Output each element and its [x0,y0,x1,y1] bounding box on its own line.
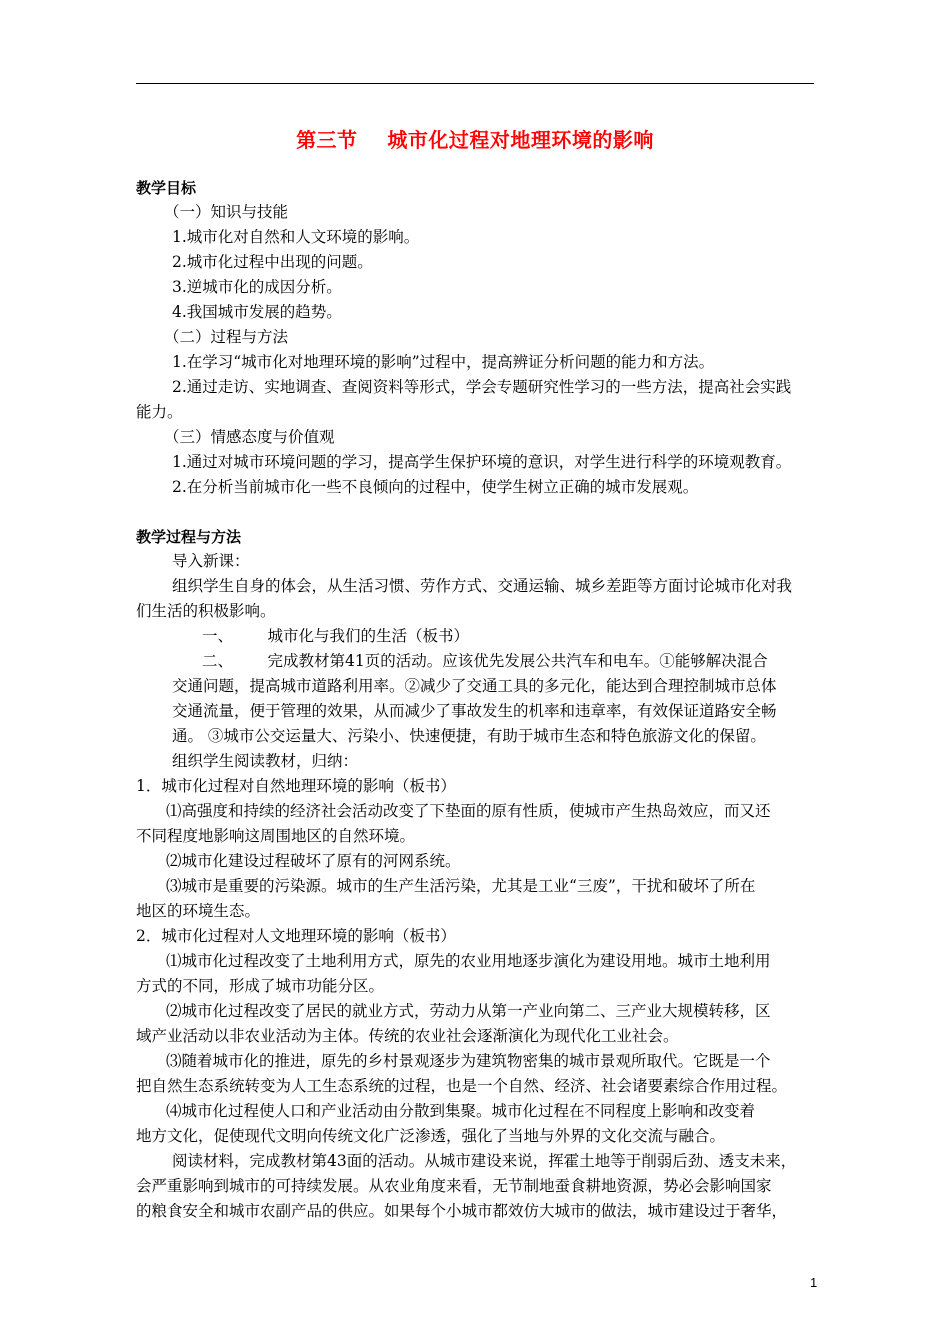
text-line: 方式的不同，形成了城市功能分区。 [136,977,385,995]
text-line: ⑶城市是重要的污染源。城市的生产生活污染，尤其是工业“三废”，干扰和破坏了所在 [166,877,756,895]
text-line: ⑷城市化过程使人口和产业活动由分散到集聚。城市化过程在不同程度上影响和改变着 [166,1102,756,1120]
text-line: 1.城市化对自然和人文环境的影响。 [172,228,420,246]
text-line: 的粮食安全和城市农副产品的供应。如果每个小城市都效仿大城市的做法，城市建设过于奢华， [136,1202,788,1220]
section-heading: 教学过程与方法 [136,528,242,546]
text-line: 组织学生自身的体会，从生活习惯、劳作方式、交通运输、城乡差距等方面讨论城市化对我 [172,577,793,595]
text-line: 交通问题，提高城市道路利用率。②减少了交通工具的多元化，能达到合理控制城市总体 [172,677,777,695]
text-line: 们生活的积极影响。 [136,602,276,620]
text-line: 4.我国城市发展的趋势。 [172,303,342,321]
text-line: 会严重影响到城市的可持续发展。从农业角度来看，无节制地蚕食耕地资源，势必会影响国家 [136,1177,772,1195]
text-line: （一）知识与技能 [164,203,289,221]
page-number: 1 [810,1275,818,1290]
text-line: 域产业活动以非农业活动为主体。传统的农业社会逐渐演化为现代化工业社会。 [136,1027,679,1045]
text-line: ⑵城市化建设过程破坏了原有的河网系统。 [166,852,461,870]
text-line: 1.通过对城市环境问题的学习，提高学生保护环境的意识，对学生进行科学的环境观教育。 [172,453,792,471]
text-line: 3.逆城市化的成因分析。 [172,278,342,296]
text-line: 2.城市化过程中出现的问题。 [172,253,373,271]
header-rule [136,83,814,84]
text-line: 1．城市化过程对自然地理环境的影响（板书） [136,777,456,795]
text-line: 地区的环境生态。 [136,902,261,920]
text-line: 二、 完成教材第41页的活动。应该优先发展公共汽车和电车。①能够解决混合 [202,652,768,670]
text-line: ⑴高强度和持续的经济社会活动改变了下垫面的原有性质，使城市产生热岛效应，而又还 [166,802,771,820]
text-line: 不同程度地影响这周围地区的自然环境。 [136,827,416,845]
text-line: 1.在学习“城市化对地理环境的影响”过程中，提高辨证分析问题的能力和方法。 [172,353,715,371]
section-heading: 教学目标 [136,179,197,197]
text-line: ⑶随着城市化的推进，原先的乡村景观逐步为建筑物密集的城市景观所取代。它既是一个 [166,1052,771,1070]
text-line: 能力。 [136,403,183,421]
text-line: 2．城市化过程对人文地理环境的影响（板书） [136,927,456,945]
text-line: （三）情感态度与价值观 [164,428,335,446]
text-line: 地方文化，促使现代文明向传统文化广泛渗透，强化了当地与外界的文化交流与融合。 [136,1127,726,1145]
text-line: （二）过程与方法 [164,328,289,346]
text-line: 交通流量，便于管理的效果，从而减少了事故发生的机率和违章率，有效保证道路安全畅 [172,702,777,720]
text-line: 把自然生态系统转变为人工生态系统的过程，也是一个自然、经济、社会诸要素综合作用过程。 [136,1077,788,1095]
text-line: 2.在分析当前城市化一些不良倾向的过程中，使学生树立正确的城市发展观。 [172,478,699,496]
text-line: 2.通过走访、实地调查、查阅资料等形式，学会专题研究性学习的一些方法，提高社会实践 [172,378,792,396]
text-line: ⑵城市化过程改变了居民的就业方式，劳动力从第一产业向第二、三产业大规模转移，区 [166,1002,771,1020]
page-title: 第三节 城市化过程对地理环境的影响 [296,128,654,152]
text-line: ⑴城市化过程改变了土地利用方式，原先的农业用地逐步演化为建设用地。城市土地利用 [166,952,771,970]
text-line: 组织学生阅读教材，归纳： [172,752,359,770]
text-line: 阅读材料，完成教材第43面的活动。从城市建设来说，挥霍土地等于削弱后劲、透支未来， [172,1152,797,1170]
text-line: 通。 ③城市公交运量大、污染小、快速便捷，有助于城市生态和特色旅游文化的保留。 [172,727,766,745]
text-line: 一、 城市化与我们的生活（板书） [202,627,469,645]
text-line: 导入新课： [172,552,250,570]
